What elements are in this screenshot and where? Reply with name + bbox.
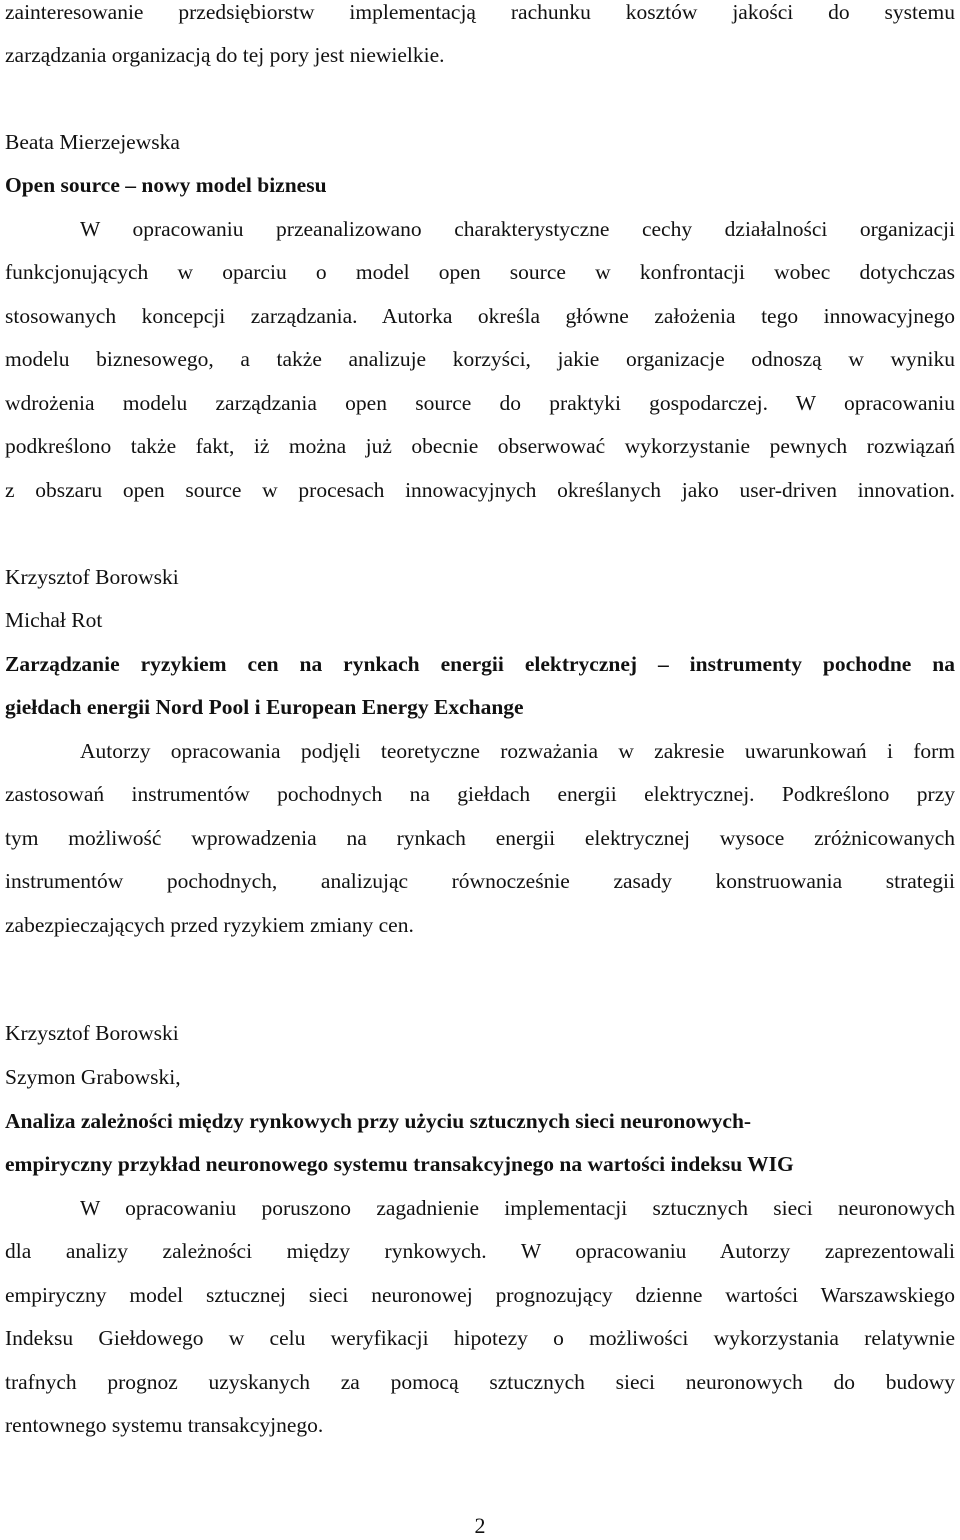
article-2-body-line-5: zabezpieczających przed ryzykiem zmiany cen. — [5, 913, 414, 937]
article-3-author-1: Krzysztof Borowski — [5, 1021, 179, 1045]
article-2-author-1: Krzysztof Borowski — [5, 565, 179, 589]
article-2-body-line-3: tym możliwość wprowadzenia na rynkach energii elektrycznej wysoce zróżnicowanych — [5, 826, 955, 850]
intro-line-2: zarządzania organizacją do tej pory jest niewielkie. — [5, 43, 445, 67]
article-1-body-line-6: podkreślono także fakt, iż można już obecnie obserwować wykorzystanie pewnych rozwiązań — [5, 434, 955, 458]
article-1-author-1: Beata Mierzejewska — [5, 130, 180, 154]
article-2-title-line-2: giełdach energii Nord Pool i European Energy Exchange — [5, 695, 524, 719]
intro-line-1: zainteresowanie przedsiębiorstw implementacją rachunku kosztów jakości do systemu — [5, 0, 955, 24]
article-2-body-line-1: Autorzy opracowania podjęli teoretyczne rozważania w zakresie uwarunkowań i form — [80, 739, 955, 763]
article-3-body-line-6: rentownego systemu transakcyjnego. — [5, 1413, 324, 1437]
article-2-author-2: Michał Rot — [5, 608, 103, 632]
article-3-body-line-5: trafnych prognoz uzyskanych za pomocą sztucznych sieci neuronowych do budowy — [5, 1370, 955, 1394]
article-3-author-2: Szymon Grabowski, — [5, 1065, 181, 1089]
article-3-body-line-1: W opracowaniu poruszono zagadnienie implementacji sztucznych sieci neuronowych — [80, 1196, 955, 1220]
article-1-body-line-7: z obszaru open source w procesach innowacyjnych określanych jako user-driven innovation. — [5, 478, 955, 502]
article-1-body-line-5: wdrożenia modelu zarządzania open source do praktyki gospodarczej. W opracowaniu — [5, 391, 955, 415]
article-3-title-line-1: Analiza zależności między rynkowych przy użyciu sztucznych sieci neuronowych- — [5, 1109, 752, 1133]
article-1-body-line-4: modelu biznesowego, a także analizuje korzyści, jakie organizacje odnoszą w wyniku — [5, 347, 955, 371]
article-1-body-line-1: W opracowaniu przeanalizowano charakterystyczne cechy działalności organizacji — [80, 217, 955, 241]
article-3-title-line-2: empiryczny przykład neuronowego systemu transakcyjnego na wartości indeksu WIG — [5, 1152, 794, 1176]
article-3-body-line-4: Indeksu Giełdowego w celu weryfikacji hipotezy o możliwości wykorzystania relatywnie — [5, 1326, 955, 1350]
article-2-body-line-4: instrumentów pochodnych, analizując równocześnie zasady konstruowania strategii — [5, 869, 955, 893]
article-3-body-line-2: dla analizy zależności między rynkowych. W opracowaniu Autorzy zaprezentowali — [5, 1239, 955, 1263]
article-1-body-line-2: funkcjonujących w oparciu o model open source w konfrontacji wobec dotychczas — [5, 260, 955, 284]
page-number: 2 — [474, 1513, 486, 1538]
article-1-body-line-3: stosowanych koncepcji zarządzania. Autorka określa główne założenia tego innowacyjnego — [5, 304, 955, 328]
article-2-body-line-2: zastosowań instrumentów pochodnych na giełdach energii elektrycznej. Podkreślono przy — [5, 782, 955, 806]
article-2-title-line-1: Zarządzanie ryzykiem cen na rynkach energii elektrycznej – instrumenty pochodne na — [5, 652, 955, 676]
article-3-body-line-3: empiryczny model sztucznej sieci neuronowej prognozujący dzienne wartości Warszawskiego — [5, 1283, 955, 1307]
article-1-title-line-1: Open source – nowy model biznesu — [5, 173, 327, 197]
